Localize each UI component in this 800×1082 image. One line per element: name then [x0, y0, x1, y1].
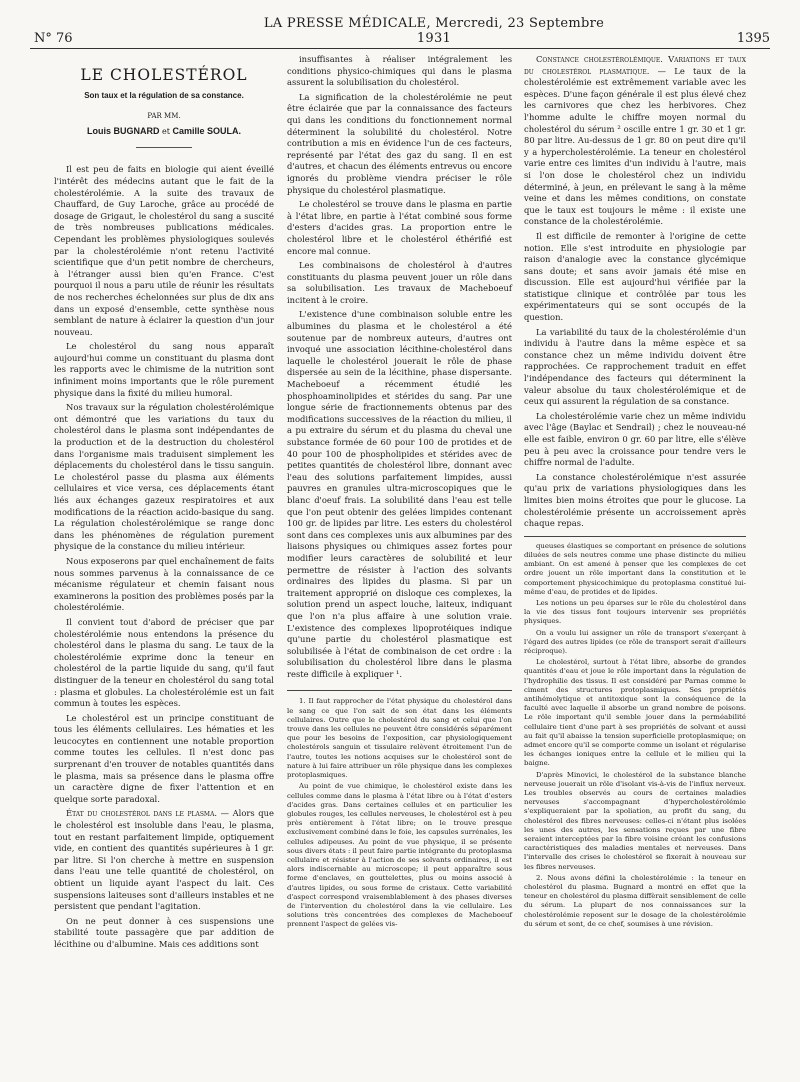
paragraph: L'existence d'une combinaison soluble entre les albumines du plasma et le cholestérol a été soutenue par de nombreux auteurs, d'autres ont invoqué une association lécithine-cholestérol dans laquelle le cholestérol jouerait le rôle de phase dispersée au sein de la lécithine, phase dispersante. Macheboeuf a récemment étudié les phosphoaminolipides et stérides du sang. Par une longue série de fractionnements obtenus par des modifications successives de la réaction du milieu, il a pu extraire du sérum et du plasma du cheval une substance formée de 60 pour 100 de protides et de 40 pour 100 de phospholipides et stérides avec de petites quantités de cholestérol libre, donnant avec l'eau des solutions parfaitement limpides, aussi pauvres en granules ultra-microscopiques que le blanc d'oeuf frais. La solubilité dans l'eau est telle que l'on peut obtenir des gelées limpides contenant 100 gr. de lipides par litre. Les esters du cholestérol sont dans ces complexes unis aux albumines par des liaisons physiques ou chimiques assez fortes pour modifier leurs caractères de solubilité et leur permettre de résister à l'action des solvants ordinaires des lipides du plasma. Si par un traitement approprié on disloque ces complexes, la solution prend un aspect louche, laiteux, indiquant que l'on n'a plus affaire à une solution vraie. L'existence des complexes lipoprotéiques indique qu'une partie du cholestérol plasmatique est solubilisée à l'état de combinaison de cet ordre : la solubilisation du cholestérol libre dans le plasma reste difficile à expliquer ¹.	[287, 309, 512, 679]
paragraph: queuses élastiques se comportant en présence de solutions diluées de sels neutres comme une phase distincte du milieu ambiant. On est amené à penser que les complexes de cet ordre jouent un rôle important dans la constitution et le comportement physicochimique du protoplasma constitué lui-même d'eau, de protides et de lipides.	[524, 541, 746, 596]
paragraph: Il est difficile de remonter à l'origine de cette notion. Elle s'est introduite en physiologie par raison d'analogie avec la constance glycémique sans doute; et sans avoir jamais été mise en discussion. Elle est aujourd'hui vérifiée par la statistique clinique et contrôlée par tous les expérimentateurs qui se sont occupés de la question.	[524, 230, 746, 323]
paragraph: Il est peu de faits en biologie qui aient éveillé l'intérêt des médecins autant que le fait de la cholestérolémie. A la suite des travaux de Chauffard, de Guy Laroche, grâce au procédé de dosage de Grigaut, le cholestérol du sang a suscité de très nombreuses publications médicales. Cependant les problèmes physiologiques soulevés par la cholestérolémie n'ont retenu l'activité scientifique que d'un petit nombre de chercheurs, à l'étranger aussi bien qu'en France. C'est pourquoi il nous a paru utile de réunir les résultats de nos recherches échelonnées sur plus de dix ans dans un exposé d'ensemble, cette synthèse nous semblant de nature à éclairer la question d'un jour nouveau.	[54, 164, 274, 337]
title-separator	[136, 147, 192, 148]
header-rule	[30, 48, 770, 49]
paragraph: insuffisantes à réaliser intégralement les conditions physico-chimiques qui dans le plasma assurent la solubilisation du cholestérol.	[287, 54, 512, 88]
paragraph: On a voulu lui assigner un rôle de transport s'exerçant à l'égard des autres lipides (ce rôle de transport serait d'ailleurs réciproque).	[524, 628, 746, 655]
section-constance-text: — Le taux de la cholestérolémie est extrêmement variable avec les espèces. D'une façon générale il est plus élevé chez les carnivores que chez les herbivores. Chez l'homme adulte le chiffre moyen normal du cholestérol du sérum ² oscille entre 1 gr. 30 et 1 gr. 80 par litre. Au-dessus de 1 gr. 80 on peut dire qu'il y a hypercholestérolémie. La teneur en cholestérol varie entre ces limites d'un individu à l'autre, mais si l'on dose le cholestérol chez un individu déterminé, à jeun, en prélevant le sang à la même veine et dans les mêmes conditions, on constate que le taux est toujours le même : il existe une constance de la cholestérolémie.	[524, 65, 746, 227]
author-1: Louis BUGNARD	[87, 125, 160, 136]
paragraph: La variabilité du taux de la cholestérolémie d'un individu à l'autre dans la même espèce et sa constance chez un même individu doivent être rapprochées. Ce rapprochement traduit en effet l'indépendance des facteurs qui déterminent la valeur absolue du taux cholestérolémique et de ceux qui assurent la régulation de sa constance.	[524, 326, 746, 407]
paragraph: Le cholestérol est un principe constituant de tous les éléments cellulaires. Les hématies et les leucocytes en contiennent une notable proportion comme toutes les cellules. Il n'est donc pas surprenant d'en trouver de notables quantités dans le plasma, mais sa présence dans le plasma offre un caractère digne de fixer l'attention et en quelque sorte paradoxal.	[54, 712, 274, 804]
paragraph: Le cholestérol se trouve dans le plasma en partie à l'état libre, en partie à l'état combiné sous forme d'esters d'acides gras. La proportion entre le cholestérol libre et le cholestérol éthérifié est encore mal connue.	[287, 199, 512, 256]
authors	[54, 126, 274, 138]
paragraph: 1. Il faut rapprocher de l'état physique du cholestérol dans le sang ce que l'on sait de son état dans les éléments cellulaires. Outre que le cholestérol du sang et celui que l'on trouve dans les cellules ne peuvent être considérés séparément que pour les besoins de l'exposition, car physiologiquement cholestérols sanguin et tissulaire relèvent étroitement l'un de l'autre, toutes les notions acquises sur le cholestérol sont de nature à lui faire attribuer un rôle physique dans les complexes protoplasmiques.	[287, 697, 512, 780]
paragraph: Au point de vue chimique, le cholestérol existe dans les cellules comme dans le plasma à l'état libre ou à l'état d'esters d'acides gras. Dans certaines cellules et en particulier les globules rouges, les cellules nerveuses, le cholestérol est à peu près entièrement à l'état libre; on le trouve presque exclusivement combiné dans le foie, les capsules surrénales, les cellules adipeuses. Au point de vue physique, il se présente sous divers états : il peut faire partie intégrante du protoplasma cellulaire et résister à l'action de ses solvants ordinaires, il est alors indiscernable au microscope; il peut apparaître sous forme d'enclaves, en gouttelettes, plus ou moins associé à d'autres lipides, ou sous forme de cristaux. Cette variabilité d'aspect correspond vraisemblablement à des phases diverses de l'intervention du cholestérol dans la vie cellulaire. Les solutions très concentrées des complexes de Macheboeuf prennent l'aspect de gelées vis-	[287, 782, 512, 929]
column-1-body	[54, 164, 274, 805]
page-header	[34, 16, 770, 46]
paragraph: Nos travaux sur la régulation cholestérolémique ont démontré que les variations du taux du cholestérol dans le plasma sont indépendantes de la production et de la destruction du cholestérol dans l'organisme mais traduisent simplement les déplacements du cholestérol dans le tissu sanguin. Le cholestérol passe du plasma aux éléments cellulaires et vice versa, ces déplacements étant liés aux échanges gazeux respiratoires et aux modifications de la réaction acido-basique du sang. La régulation cholestérolémique se range donc dans les phénomènes de régulation purement physique de la constance du milieu intérieur.	[54, 402, 274, 552]
paragraph: Les notions un peu éparses sur le rôle du cholestérol dans la vie des tissus font toujours intervenir ses propriétés physiques.	[524, 598, 746, 626]
author-conjunction: et	[162, 126, 170, 136]
section-constance-paragraph	[524, 54, 746, 228]
section-heading-constance: Constance cholestérolémique. Variations et taux du cholestérol plasmatique.	[524, 54, 746, 76]
byline-par: PAR MM.	[147, 112, 181, 121]
paragraph: Le cholestérol, surtout à l'état libre, absorbe de grandes quantités d'eau et joue le rôle important dans la régulation de l'hydrophilie des tissus. Il est considéré par Parnas comme le ciment des structures protoplasmiques. Ses propriétés antihémolytique et antitoxique sont la conséquence de la faculté avec laquelle il absorbe un grand nombre de poisons. Le rôle important qu'il semble jouer dans la perméabilité cellulaire tient d'une part à ses propriétés de solvant et aussi au fait qu'il abaisse la tension superficielle protoplasmique; on admet encore qu'il se comporte comme un isolant et régularise les échanges ioniques entre la cellule et le milieu qui la baigne.	[524, 658, 746, 768]
paragraph: Nous exposerons par quel enchaînement de faits nous sommes parvenus à la connaissance de ce mécanisme régulateur et chemin faisant nous examinerons la position des problèmes posés par la cholestérolémie.	[54, 555, 274, 613]
footnote-block	[287, 690, 512, 929]
paragraph: Il convient tout d'abord de préciser que par cholestérolémie nous entendons la présence du cholestérol dans le plasma du sang. Le taux de la cholestérolémie exprime donc la teneur en cholestérol de la partie liquide du sang, qu'il faut distinguer de la teneur en cholestérol du sang total : plasma et globules. La cholestérolémie est un fait commun à toutes les espèces.	[54, 616, 274, 709]
column-2-body	[287, 54, 512, 680]
paragraph: On ne peut donner à ces suspensions une stabilité toute passagère que par addition de lécithine ou d'albumine. Mais ces additions sont	[54, 915, 274, 949]
footnote-continuation-body	[524, 542, 746, 929]
journal-title: LA PRESSE MÉDICALE, Mercredi, 23 Septembre 1931	[263, 16, 605, 46]
footnote-continuation	[524, 536, 746, 929]
page-number: 1395	[736, 31, 770, 46]
section-heading-state: État du cholestérol dans le plasma.	[66, 808, 218, 819]
issue-number: N° 76	[34, 31, 73, 46]
article-subtitle: Son taux et la régulation de sa constance.	[84, 90, 244, 100]
author-2: Camille SOULA.	[172, 125, 241, 136]
paragraph: La cholestérolémie varie chez un même individu avec l'âge (Baylac et Sendrail) ; chez le nouveau-né elle est faible, environ 0 gr. 60 par litre, elle s'élève peu à peu avec la croissance pour tendre vers le chiffre normal de l'adulte.	[524, 410, 746, 468]
section-state-text: — Alors que le cholestérol est insoluble dans l'eau, le plasma, tout en restant parfaitement limpide, optiquement vide, en contient des quantités supérieures à 1 gr. par litre. Si l'on cherche à mettre en suspension dans l'eau une telle quantité de cholestérol, on obtient un liquide ayant l'aspect du lait. Ces suspensions laiteuses sont d'ailleurs instables et ne persistent que pendant l'agitation.	[54, 808, 274, 912]
column-1	[54, 54, 274, 954]
article-title: LE CHOLESTÉROL	[80, 66, 248, 84]
paragraph: Le cholestérol du sang nous apparaît aujourd'hui comme un constituant du plasma dont les rapports avec le chimisme de la nutrition sont infiniment moins importants que le rôle purement physique dans la fixité du milieu humoral.	[54, 341, 274, 398]
column-2	[287, 54, 512, 932]
paragraph: 2. Nous avons défini la cholestérolémie : la teneur en cholestérol du plasma. Bugnard a montré en effet que la teneur en cholestérol du plasma diffèrait sensiblement de celle du sérum. La plupart de nos connaissances sur la cholestérolémie reposent sur le dosage de la cholestérolémie du sérum et sont, de ce chef, soumises à une révision.	[524, 873, 746, 928]
paragraph: La signification de la cholestérolémie ne peut être éclairée que par la connaissance des facteurs qui dans les conditions du fonctionnement normal déterminent la solubilité du cholestérol. Notre contribution a mis en évidence l'un de ces facteurs, représenté par l'état des gaz du sang. Il en est d'autres, et chacun des éléments entrevus ou encore ignorés du problème viendra préciser le rôle physique du cholestérol plasmatique.	[287, 91, 512, 195]
column-3	[524, 54, 746, 931]
paragraph: D'après Minovici, le cholestérol de la substance blanche nerveuse jouerait un rôle d'isolant vis-à-vis de l'influx nerveux. Les troubles observés au cours de certaines maladies nerveuses s'accompagnant d'hypercholestérolémie s'expliqueraient par la spoliation, au profit du sang, du cholestérol des fibres nerveuses: celles-ci n'étant plus isolées les unes des autres, les sensations reçues par une fibre seraient interceptées par la fibre voisine créant les confusions caractéristiques des maladies mentales et nerveuses. Dans l'intervalle des crises le cholestérol se fixerait à nouveau sur les fibres nerveuses.	[524, 770, 746, 871]
paragraph: La constance cholestérolémique n'est assurée qu'au prix de variations physiologiques dans les limites bien moins étroites que pour le glucose. La cholestérolémie présente un accroissement après chaque repas.	[524, 471, 746, 529]
footnote-body	[287, 697, 512, 929]
column-3-body	[524, 231, 746, 530]
paragraph: Les combinaisons de cholestérol à d'autres constituants du plasma peuvent jouer un rôle dans sa solubilisation. Les travaux de Macheboeuf incitent à le croire.	[287, 260, 512, 305]
section-state-paragraph	[54, 808, 274, 912]
